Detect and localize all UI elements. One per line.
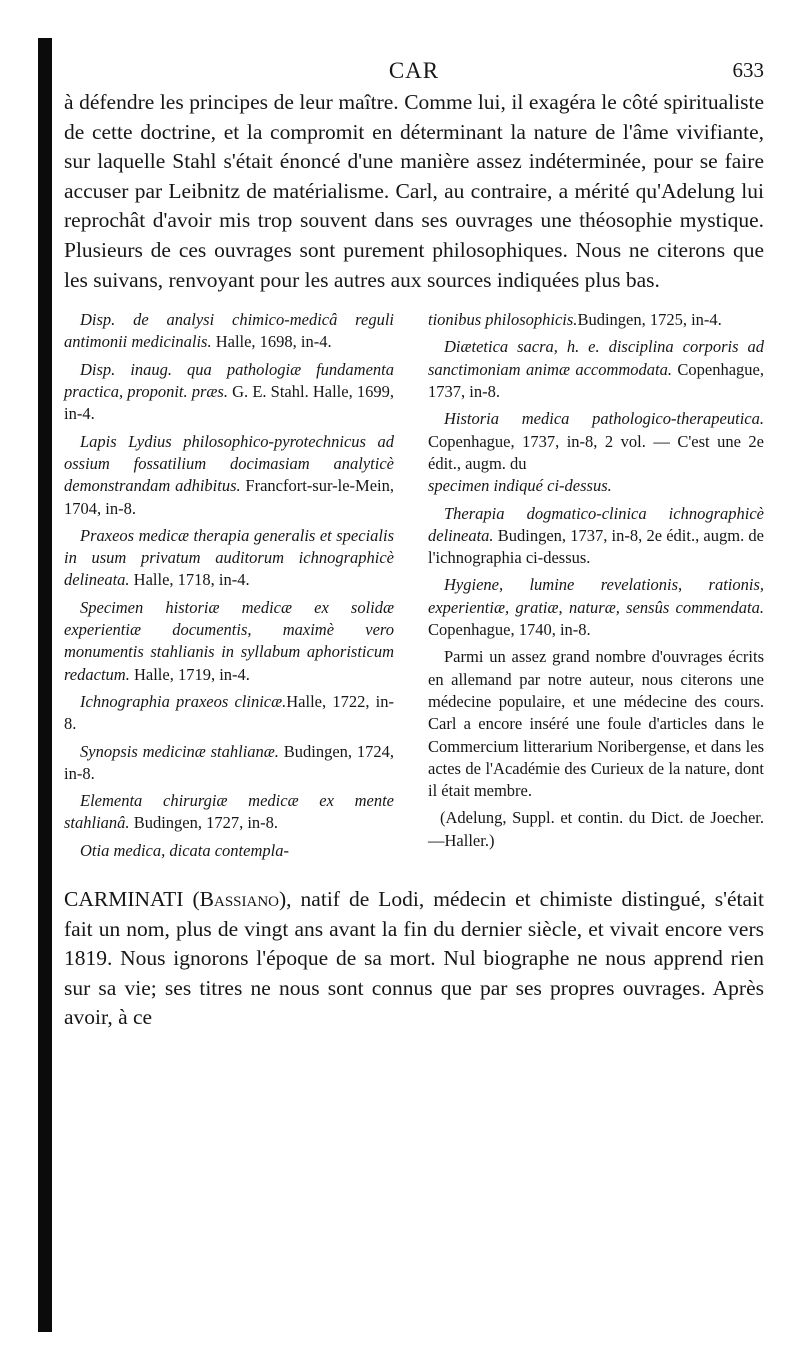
entry-imprint: Halle, 1719, in-4. — [129, 664, 250, 684]
page-number: 633 — [732, 58, 764, 82]
running-header — [64, 58, 764, 88]
book-page — [64, 58, 764, 1033]
bibliography-entry — [64, 309, 394, 354]
source-citation: (Adelung, Suppl. et contin. du Dict. de Joecher.—Haller.) — [428, 808, 764, 850]
entry-note: specimen indiqué ci-dessus. — [428, 476, 612, 496]
next-article — [64, 885, 764, 1033]
lead-paragraph: à défendre les principes de leur maître. Comme lui, il exagéra le côté spiritualiste de cette doctrine, et la compromit en déterminant la nature de l'âme vivifiante, sur laquelle Stahl s'était énoncé d'une manière assez indéterminée, pour se faire accuser par Leibnitz de matérialisme. Carl, au contraire, a mérité qu'Adelung lui reprochât d'avoir mis trop souvent dans ses ouvrages une théosophie mystique. Plusieurs de ces ouvrages sont purement philosophiques. Nous ne citerons que les suivans, renvoyant pour les autres aux sources indiquées plus bas. — [64, 90, 764, 292]
entry-title: Hygiene, lumine revelationis, rationis, experientiæ, gratiæ, naturæ, sensûs commendata. — [428, 575, 764, 617]
entry-title: Ichnographia praxeos clinicæ. — [80, 691, 287, 711]
article-text: , natif de Lodi, médecin et chimiste distingué, s'était fait un nom, plus de vingt ans avant la fin du dernier siècle, et vivait encore vers 1819. Nous ignorons l'époque de sa mort. Nul biographe ne nous apprend rien sur sa vie; ses titres ne nous sont connus que par ses propres ouvrages. Après avoir, à ce — [64, 886, 765, 1030]
bibliography-entry — [64, 840, 394, 862]
entry-title: Specimen historiæ medicæ ex solidæ experientiæ documentis, maximè vero monumentis stahlianis in syllabum aphoristicum redactum. — [64, 597, 394, 684]
column-paragraph: Parmi un assez grand nombre d'ouvrages écrits en allemand par notre auteur, nous citerons une médecine populaire, et une médecine des cours. Carl a encore inséré une foule d'articles dans le Commercium litterarium Noribergense, et dans les actes de l'Académie des Curieux de la nature, dont il était membre. — [428, 647, 764, 801]
entry-imprint: Halle, 1722, in-8. — [64, 691, 394, 734]
entry-imprint: Halle, 1698, in-4. — [211, 332, 332, 352]
lead-text — [64, 88, 764, 295]
bibliography-columns — [64, 309, 764, 867]
left-column — [64, 309, 394, 867]
entry-imprint: Budingen, 1737, in-8, 2e édit., augm. de l'ichnographia ci-dessus. — [428, 525, 764, 568]
entry-imprint: Copenhague, 1737, in-8, 2 vol. — C'est une 2e édit., augm. du — [428, 431, 764, 473]
bibliography-entry — [64, 790, 394, 835]
bibliography-entry — [428, 336, 764, 403]
entry-title: Otia medica, dicata contempla- — [80, 840, 289, 860]
bibliography-entry — [64, 359, 394, 426]
entry-title: Historia medica pathologico-therapeutica. — [444, 409, 764, 429]
entry-title: Lapis Lydius philosophico-pyrotechnicus ad ossium fossatilium docimasiam analyticè demonstrandam adhibitus. — [64, 431, 394, 496]
bibliography-entry — [428, 503, 764, 570]
bibliography-entry — [64, 691, 394, 736]
entry-imprint: Copenhague, 1740, in-8. — [428, 620, 591, 640]
entry-title: Synopsis medicinæ stahlianæ. — [80, 741, 279, 761]
entry-imprint: Halle, 1718, in-4. — [129, 570, 250, 590]
article-headword: CARMINATI — [64, 886, 184, 911]
entry-title: Diætetica sacra, h. e. disciplina corporis ad sanctimoniam animæ accommodata. — [428, 337, 764, 379]
bibliography-entry — [428, 574, 764, 641]
bibliography-entry — [64, 431, 394, 520]
entry-imprint: Copenhague, 1737, in-8. — [428, 359, 764, 402]
bibliography-entry — [428, 408, 764, 497]
entry-title: Praxeos medicæ therapia generalis et specialis in usum privatum auditorum ichnographicè delineata. — [64, 525, 394, 590]
bibliography-entry-continuation — [428, 309, 764, 331]
bibliography-entry — [64, 525, 394, 592]
bibliography-entry — [64, 741, 394, 786]
entry-imprint: Budingen, 1724, in-8. — [64, 741, 394, 783]
entry-imprint: Francfort-sur-le-Mein, 1704, in-8. — [64, 476, 394, 518]
entry-title: tionibus philosophicis. — [428, 310, 578, 330]
article-forename: (Bassiano) — [192, 886, 287, 911]
bibliography-entry — [64, 597, 394, 686]
entry-title: Therapia dogmatico-clinica ichnographicè delineata. — [428, 503, 764, 545]
right-column — [428, 309, 764, 867]
entry-title: Disp. de analysi chimico-medicâ reguli antimonii medicinalis. — [64, 310, 394, 352]
next-article-paragraph — [64, 885, 764, 1033]
entry-imprint: G. E. Stahl. Halle, 1699, in-4. — [64, 382, 394, 424]
running-title: CAR — [388, 58, 440, 83]
entry-imprint: Budingen, 1727, in-8. — [129, 813, 279, 833]
entry-imprint: Budingen, 1725, in-4. — [577, 310, 722, 330]
binding-shadow — [38, 38, 52, 1332]
entry-title: Disp. inaug. qua pathologiæ fundamenta practica, proponit. præs. — [64, 359, 394, 402]
entry-title: Elementa chirurgiæ medicæ ex mente stahlianâ. — [64, 791, 394, 833]
